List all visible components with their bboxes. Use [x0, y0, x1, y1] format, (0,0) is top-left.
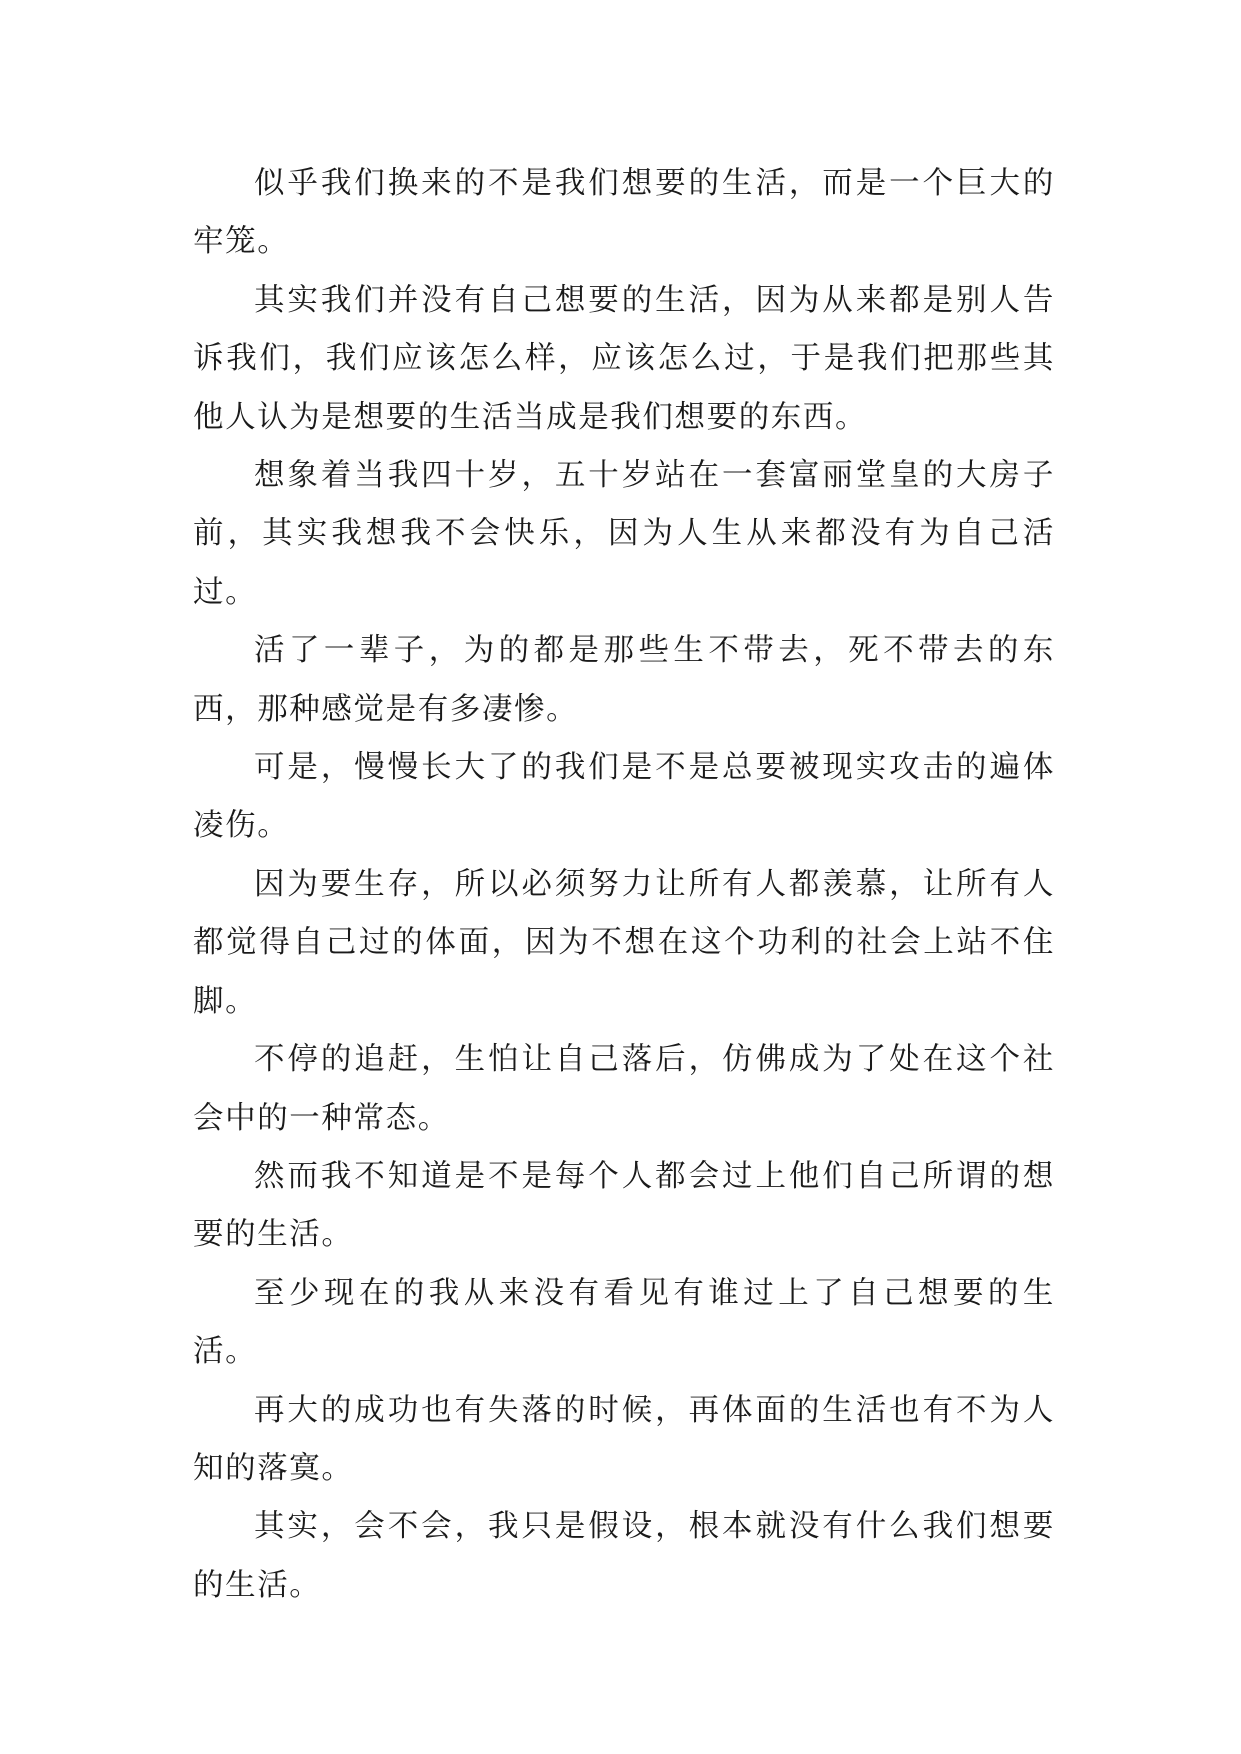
paragraph: 可是，慢慢长大了的我们是不是总要被现实攻击的遍体凌伤。 [193, 750, 1055, 844]
paragraph: 想象着当我四十岁，五十岁站在一套富丽堂皇的大房子前，其实我想我不会快乐，因为人生从来都没有为自己活过。 [193, 458, 1055, 610]
paragraph: 再大的成功也有失落的时候，再体面的生活也有不为人知的落寞。 [193, 1392, 1055, 1486]
paragraph: 似乎我们换来的不是我们想要的生活，而是一个巨大的牢笼。 [193, 166, 1055, 260]
paragraph: 然而我不知道是不是每个人都会过上他们自己所谓的想要的生活。 [193, 1158, 1055, 1253]
paragraph: 其实，会不会，我只是假设，根本就没有什么我们想要的生活。 [193, 1509, 1055, 1603]
paragraph: 至少现在的我从来没有看见有谁过上了自己想要的生活。 [193, 1275, 1055, 1370]
paragraph: 不停的追赶，生怕让自己落后，仿佛成为了处在这个社会中的一种常态。 [193, 1042, 1055, 1136]
paragraph: 其实我们并没有自己想要的生活，因为从来都是别人告诉我们，我们应该怎么样，应该怎么过，于是我们把那些其他人认为是想要的生活当成是我们想要的东西。 [193, 282, 1055, 435]
paragraph: 活了一辈子，为的都是那些生不带去，死不带去的东西，那种感觉是有多凄惨。 [193, 633, 1055, 727]
document-page [193, 155, 1055, 1615]
paragraph: 因为要生存，所以必须努力让所有人都羡慕，让所有人都觉得自己过的体面，因为不想在这个功利的社会上站不住脚。 [193, 866, 1055, 1019]
